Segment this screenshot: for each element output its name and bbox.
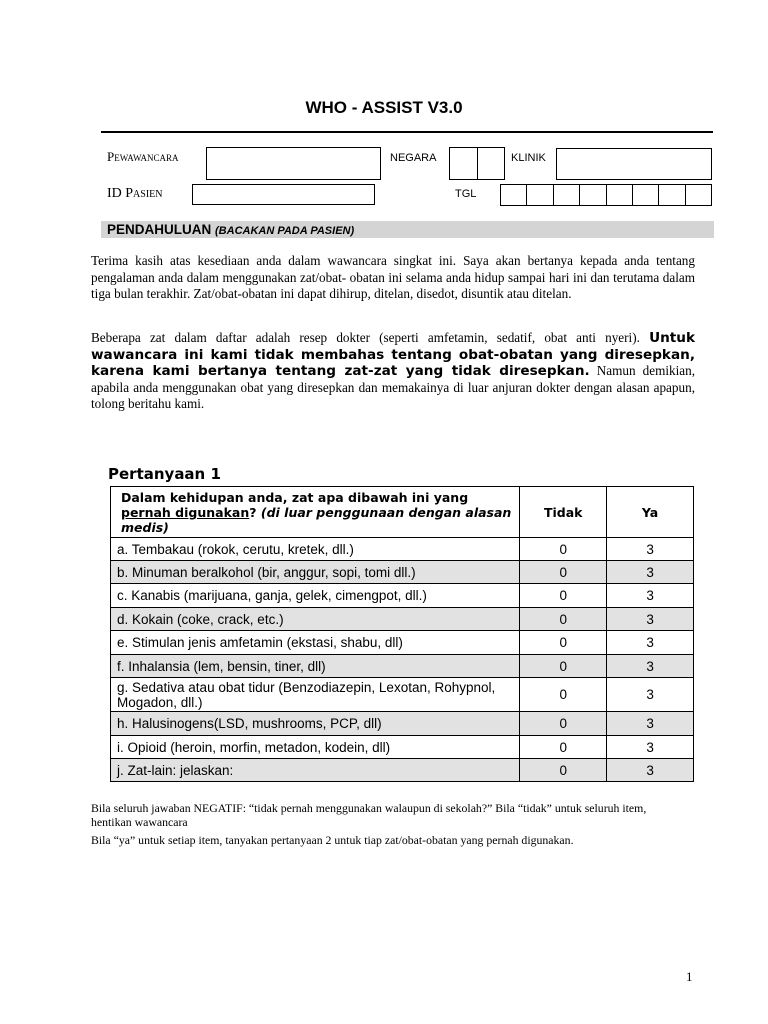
answer-yes[interactable]: 3 (607, 655, 694, 678)
table-row (111, 655, 694, 678)
table-row (111, 584, 694, 608)
title-rule (101, 131, 713, 133)
answer-yes[interactable]: 3 (607, 561, 694, 584)
patient-id-field[interactable] (192, 184, 375, 205)
answer-yes[interactable]: 3 (607, 538, 694, 561)
col-header-yes: Ya (607, 487, 694, 538)
intro-p2-start: Beberapa zat dalam daftar adalah resep dokter (seperti amfetamin, sedatif, obat anti nyeri). (91, 330, 640, 345)
intro-paragraph-2 (91, 330, 695, 413)
substance-label: e. Stimulan jenis amfetamin (ekstasi, shabu, dll) (111, 631, 520, 655)
table-row (111, 712, 694, 736)
question-header (111, 487, 520, 538)
date-label: TGL (455, 188, 477, 200)
country-field[interactable] (449, 147, 505, 180)
note-negative: Bila seluruh jawaban NEGATIF: “tidak pernah menggunakan walaupun di sekolah?” Bila “tidak” untuk seluruh item, hentikan wawancara (91, 801, 647, 829)
intro-heading-note: (BACAKAN PADA PASIEN) (215, 225, 355, 237)
answer-no[interactable]: 0 (520, 608, 607, 631)
substance-label: i. Opioid (heroin, morfin, metadon, kodein, dll) (111, 736, 520, 759)
substance-label: d. Kokain (coke, crack, etc.) (111, 608, 520, 631)
note-positive: Bila “ya” untuk setiap item, tanyakan pertanyaan 2 untuk tiap zat/obat-obatan yang pernah digunakan. (91, 833, 574, 847)
substance-label: g. Sedativa atau obat tidur (Benzodiazepin, Lexotan, Rohypnol, Mogadon, dll.) (111, 678, 520, 712)
intro-p2-end: Namun demikian, apabila anda menggunakan obat yang diresepkan dan memakainya di luar anjuran dokter dengan alasan apapun, tolong beritahu kami. (91, 363, 696, 412)
table-row (111, 736, 694, 759)
table-row (111, 678, 694, 712)
substance-label: h. Halusinogens(LSD, mushrooms, PCP, dll) (111, 712, 520, 736)
table-row (111, 561, 694, 584)
question-table (110, 486, 694, 782)
date-field[interactable] (500, 184, 712, 206)
answer-yes[interactable]: 3 (607, 712, 694, 736)
answer-no[interactable]: 0 (520, 655, 607, 678)
interviewer-field[interactable] (206, 147, 381, 180)
answer-no[interactable]: 0 (520, 584, 607, 608)
answer-yes[interactable]: 3 (607, 608, 694, 631)
answer-no[interactable]: 0 (520, 759, 607, 782)
col-header-no: Tidak (520, 487, 607, 538)
intro-paragraph-1: Terima kasih atas kesediaan anda dalam wawancara singkat ini. Saya akan bertanya kepada anda tentang pengalaman anda dalam menggunakan zat/obat- obatan ini selama anda hidup sampai hari ini dan terutama dalam tiga bulan terakhir. Zat/obat-obatan ini dapat dihirup, ditelan, disedot, disuntik atau ditelan. (91, 253, 695, 302)
answer-yes[interactable]: 3 (607, 631, 694, 655)
intro-heading: PENDAHULUAN (107, 222, 212, 237)
page-title: WHO - ASSIST V3.0 (305, 98, 463, 117)
answer-yes[interactable]: 3 (607, 584, 694, 608)
substance-label: c. Kanabis (marijuana, ganja, gelek, cimengpot, dll.) (111, 584, 520, 608)
header-qmark: ? (249, 504, 257, 520)
table-row (111, 538, 694, 561)
substance-label: j. Zat-lain: jelaskan: (111, 759, 520, 782)
substance-label: f. Inhalansia (lem, bensin, tiner, dll) (111, 655, 520, 678)
answer-no[interactable]: 0 (520, 712, 607, 736)
patient-id-label: ID Pasien (107, 186, 163, 201)
intro-p2-bold: Untuk wawancara ini kami tidak membahas tentang obat-obatan yang diresepkan, karena kami bertanya tentang zat-zat yang tidak diresepkan. (91, 330, 696, 380)
header-italic: (di luar penggunaan dengan alasan medis) (121, 504, 512, 535)
clinic-label: KLINIK (511, 152, 546, 164)
table-header-row (111, 487, 694, 538)
question-title: Pertanyaan 1 (108, 465, 221, 483)
substance-label: b. Minuman beralkohol (bir, anggur, sopi, tomi dll.) (111, 561, 520, 584)
interviewer-label: Pewawancara (107, 149, 179, 164)
table-row (111, 759, 694, 782)
answer-yes[interactable]: 3 (607, 678, 694, 712)
header-line1: Dalam kehidupan anda, zat apa dibawah ini yang (121, 489, 469, 505)
answer-no[interactable]: 0 (520, 561, 607, 584)
substance-label: a. Tembakau (rokok, cerutu, kretek, dll.) (111, 538, 520, 561)
intro-heading-bar (101, 221, 714, 238)
clinic-field[interactable] (556, 148, 712, 180)
header-underlined: pernah digunakan (121, 504, 250, 520)
table-row (111, 608, 694, 631)
page-number: 1 (686, 969, 693, 984)
table-row (111, 631, 694, 655)
answer-no[interactable]: 0 (520, 736, 607, 759)
answer-no[interactable]: 0 (520, 538, 607, 561)
country-label: NEGARA (390, 152, 437, 164)
answer-yes[interactable]: 3 (607, 736, 694, 759)
answer-no[interactable]: 0 (520, 631, 607, 655)
answer-no[interactable]: 0 (520, 678, 607, 712)
answer-yes[interactable]: 3 (607, 759, 694, 782)
